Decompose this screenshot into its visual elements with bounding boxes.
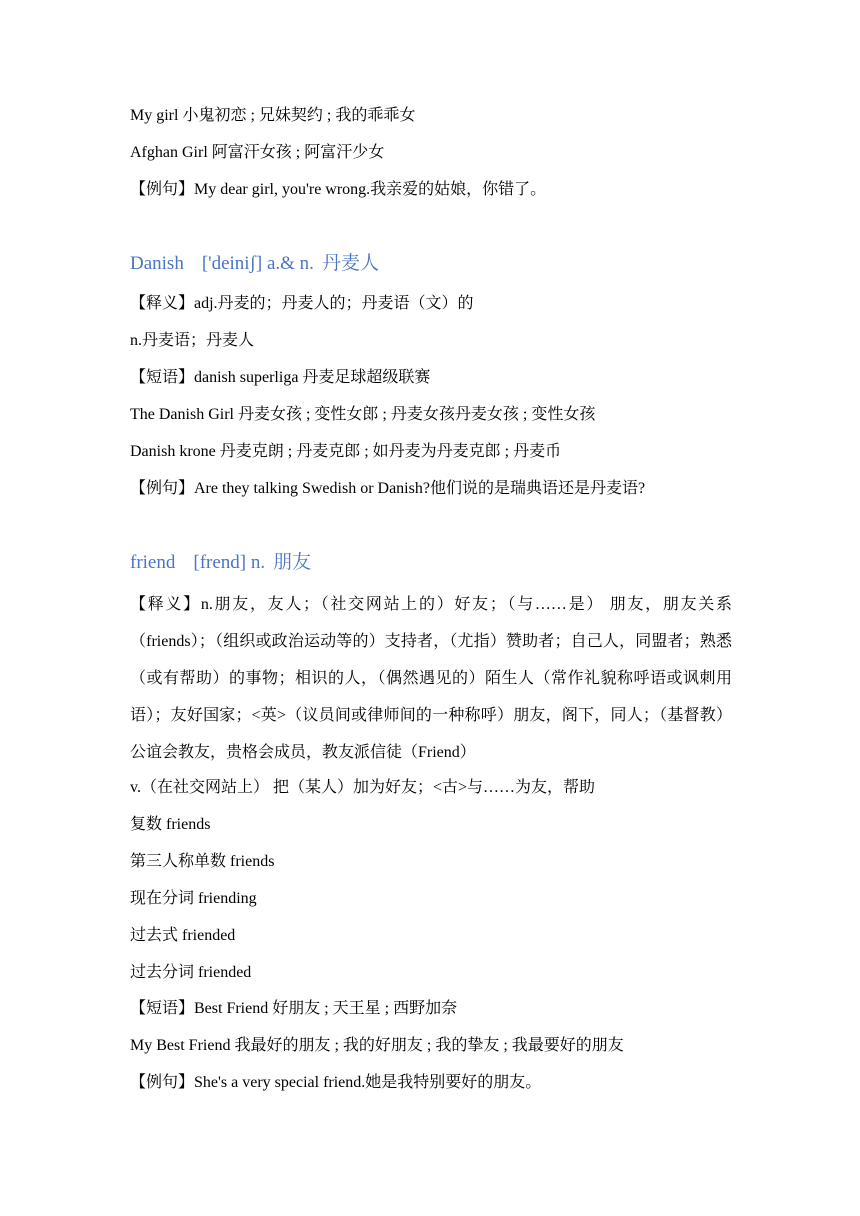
phrase-line: My girl 小鬼初恋 ; 兄妹契约 ; 我的乖乖女 [130, 107, 416, 124]
example-sentence: 【例句】My dear girl, you're wrong.我亲爱的姑娘，你错了。 [130, 181, 547, 198]
inflection-line: 过去分词 friended [130, 964, 252, 981]
entry-meaning: 朋友 [273, 552, 312, 573]
phrase-line: 【短语】danish superliga 丹麦足球超级联赛 [130, 369, 431, 386]
entry-meaning: 丹麦人 [321, 253, 379, 274]
example-sentence: 【例句】She's a very special friend.她是我特别要好的朋友。 [130, 1074, 542, 1091]
entry-heading-danish [130, 252, 397, 276]
entry-heading-friend [130, 551, 329, 575]
phrase-line: My Best Friend 我最好的朋友 ; 我的好朋友 ; 我的挚友 ; 我最要好的朋友 [130, 1037, 624, 1054]
example-sentence: 【例句】Are they talking Swedish or Danish?他们说的是瑞典语还是丹麦语? [130, 480, 646, 497]
inflection-line: 复数 friends [130, 816, 211, 833]
definition-line: n.丹麦语；丹麦人 [130, 332, 255, 349]
definition-line: v.（在社交网站上） 把（某人）加为好友；<古>与……为友，帮助 [130, 779, 596, 796]
inflection-line: 过去式 friended [130, 927, 236, 944]
entry-word: Danish [130, 253, 184, 274]
phrase-line: 【短语】Best Friend 好朋友 ; 天王星 ; 西野加奈 [130, 1000, 458, 1017]
inflection-line: 现在分词 friending [130, 890, 257, 907]
phrase-line: Danish krone 丹麦克朗 ; 丹麦克郎 ; 如丹麦为丹麦克郎 ; 丹麦币 [130, 443, 562, 460]
entry-word: friend [130, 552, 176, 573]
entry-phonetic: [frend] n. [193, 552, 266, 573]
phrase-line: Afghan Girl 阿富汗女孩 ; 阿富汗少女 [130, 144, 385, 161]
inflection-line: 第三人称单数 friends [130, 853, 275, 870]
entry-phonetic: ['deiniʃ] a.& n. [201, 253, 314, 274]
phrase-line: The Danish Girl 丹麦女孩 ; 变性女郎 ; 丹麦女孩丹麦女孩 ; 变性女孩 [130, 406, 596, 423]
definition-paragraph: 【释义】n.朋友，友人；（社交网站上的）好友；（与……是） 朋友，朋友关系（friends）；（组织或政治运动等的）支持者，（尤指）赞助者；自己人，同盟者；熟悉（或有帮助）的事物；相识的人，（偶然遇见的）陌生人（常作礼貌称呼语或讽刺用语）；友好国家；<英>（议员间或律师间的一种称呼）朋友，阁下，同人；（基督教）公谊会教友，贵格会成员，教友派信徒（Friend） [130, 596, 732, 761]
definition-line: 【释义】adj.丹麦的；丹麦人的；丹麦语（文）的 [130, 295, 474, 312]
